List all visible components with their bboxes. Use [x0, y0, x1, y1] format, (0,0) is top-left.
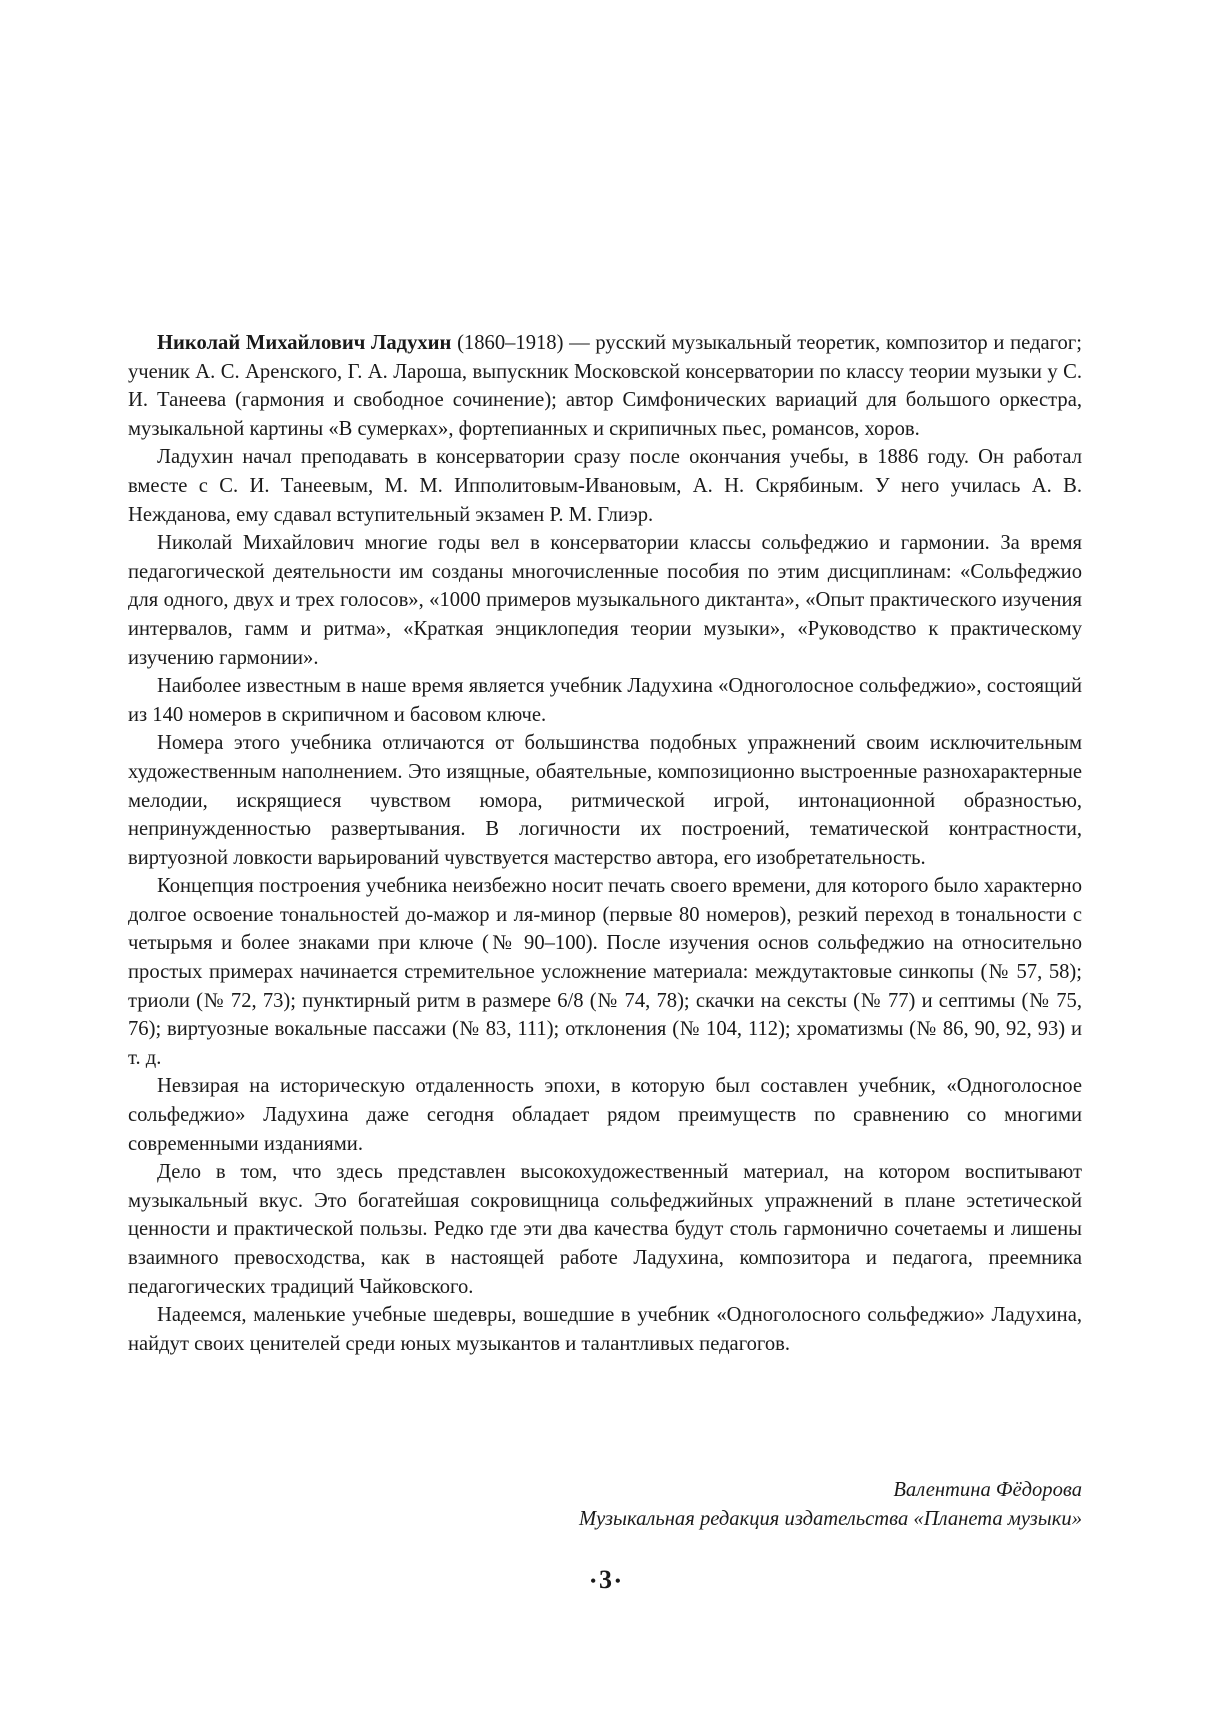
- paragraph-7: Невзирая на историческую отдаленность эпохи, в которую был составлен учебник, «Одноголосное сольфеджио» Ладухина даже сегодня обладает рядом преимуществ по сравнению со многими современными изданиями.: [128, 1075, 1082, 1155]
- paragraph-5: Номера этого учебника отличаются от большинства подобных упражнений своим исключительным художественным наполнением. Это изящные, обаятельные, композиционно выстроенные разнохарактерные мелодии, искрящиеся чувством юмора, ритмической игрой, интонационной образностью, непринужденностью развертывания. В логичности их построений, тематической контрастности, виртуозной ловкости варьирований чувствуется мастерство автора, его изобретательность.: [128, 732, 1082, 869]
- paragraph-9: Надеемся, маленькие учебные шедевры, вошедшие в учебник «Одноголосного сольфеджио» Ладухина, найдут своих ценителей среди юных музыкантов и талантливых педагогов.: [128, 1304, 1082, 1355]
- paragraph-1: [128, 329, 1082, 443]
- signature-author: Валентина Фёдорова: [893, 1479, 1082, 1501]
- lead-name: Николай Михайлович Ладухин: [157, 332, 452, 354]
- page-number: [0, 1564, 1211, 1598]
- paragraph-8: Дело в том, что здесь представлен высокохудожественный материал, на котором воспитывают музыкальный вкус. Это богатейшая сокровищница сольфеджийных упражнений в плане эстетической ценности и практической пользы. Редко где эти два качества будут столь гармонично сочетаемы и лишены взаимного превосходства, как в настоящей работе Ладухина, композитора и педагога, преемника педагогических традиций Чайковского.: [128, 1161, 1082, 1298]
- paragraph-6: Концепция построения учебника неизбежно носит печать своего времени, для которого было характерно долгое освоение тональностей до-мажор и ля-минор (первые 80 номеров), резкий переход в тональности с четырьмя и более знаками при ключе (№ 90–100). После изучения основ сольфеджио на относительно простых примерах начинается стремительное усложнение материала: междутактовые синкопы (№ 57, 58); триоли (№ 72, 73); пунктирный ритм в размере 6/8 (№ 74, 78); скачки на сексты (№ 77) и септимы (№ 75, 76); виртуозные вокальные пассажи (№ 83, 111); отклонения (№ 104, 112); хроматизмы (№ 86, 90, 92, 93) и т. д.: [128, 875, 1082, 1069]
- signature-affiliation: Музыкальная редакция издательства «Планета музыки»: [578, 1507, 1082, 1530]
- page-number-dot-left: •: [590, 1573, 596, 1591]
- paragraph-4: Наиболее известным в наше время является учебник Ладухина «Одноголосное сольфеджио», состоящий из 140 номеров в скрипичном и басовом ключе.: [128, 675, 1082, 726]
- page-number-dot-right: •: [615, 1573, 621, 1591]
- paragraph-3: Николай Михайлович многие годы вел в консерватории классы сольфеджио и гармонии. За время педагогической деятельности им созданы многочисленные пособия по этим дисциплинам: «Сольфеджио для одного, двух и трех голосов», «1000 примеров музыкального диктанта», «Опыт практического изучения интервалов, гамм и ритма», «Краткая энциклопедия теории музыки», «Руководство к практическому изучению гармонии».: [128, 532, 1082, 669]
- signature: [579, 1476, 1082, 1533]
- paragraph-2: Ладухин начал преподавать в консерватории сразу после окончания учебы, в 1886 году. Он работал вместе с С. И. Танеевым, М. М. Ипполитовым-Ивановым, А. Н. Скрябиным. У него училась А. В. Нежданова, ему сдавал вступительный экзамен Р. М. Глиэр.: [128, 446, 1082, 526]
- article-body: [128, 329, 1082, 1358]
- page-number-value: 3: [599, 1565, 612, 1594]
- paragraph-1-text: (1860–1918) — русский музыкальный теоретик, композитор и педагог; ученик А. С. Аренского, Г. А. Лароша, выпускник Московской консерватории по классу теории музыки у С. И. Танеева (гармония и свободное сочинение); автор Симфонических вариаций для большого оркестра, музыкальной картины «В сумерках», фортепианных и скрипичных пьес, романсов, хоров.: [128, 332, 1082, 440]
